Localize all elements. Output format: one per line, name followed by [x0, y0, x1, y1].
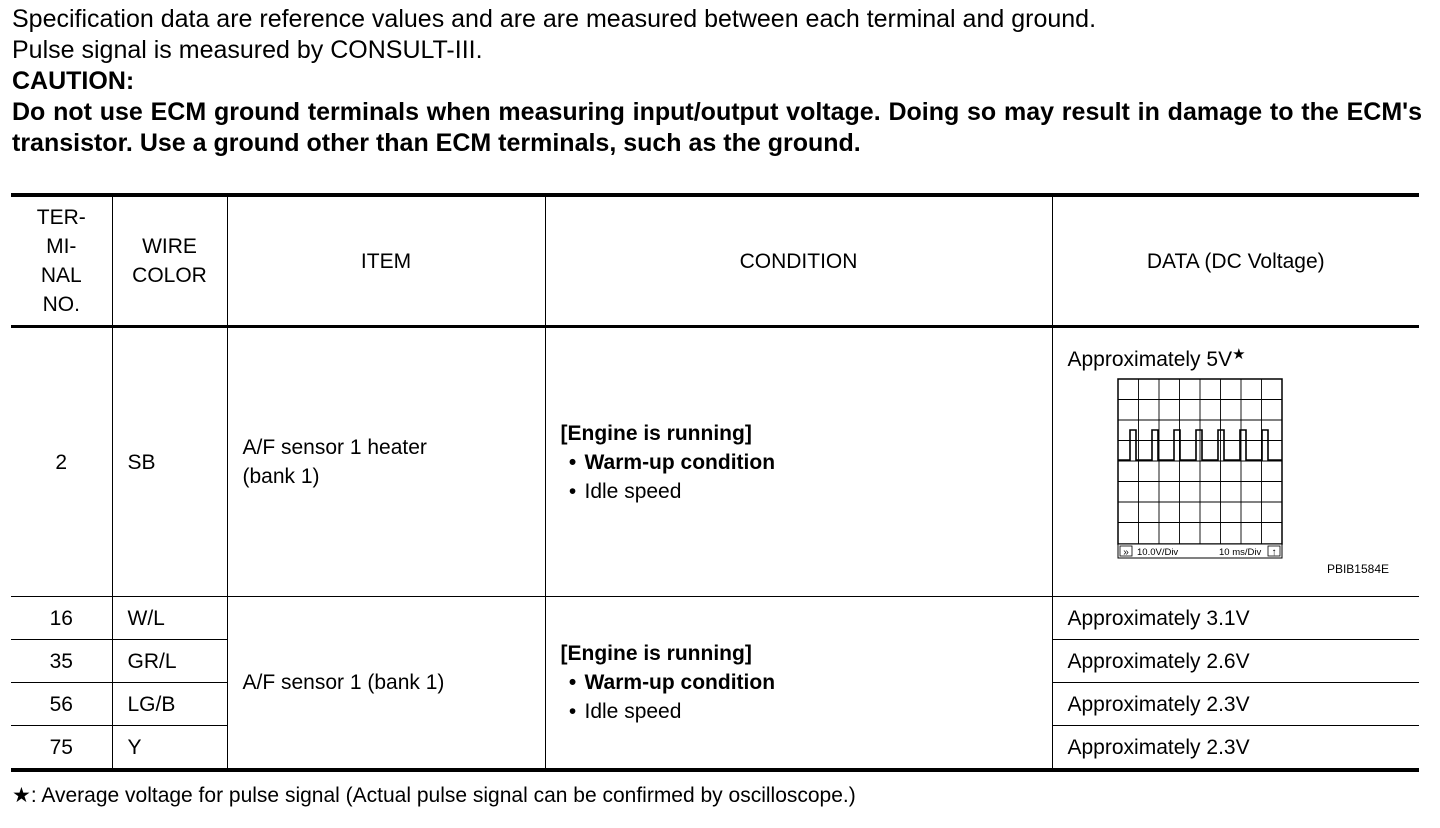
caution-label: CAUTION: [12, 67, 135, 95]
caution-text: Do not use ECM ground terminals when measuring input/output voltage. Doing so may result in damage to the ECM's transistor. Use a ground other than ECM terminals, such as the ground. [12, 98, 1422, 157]
wire-color-cell: Y [112, 726, 227, 771]
table-header-row [11, 195, 1419, 327]
star-icon: ★ [12, 784, 31, 807]
data-cell: Approximately 2.3V [1052, 683, 1419, 726]
table-row [11, 597, 1419, 640]
scope-volt-label: 10.0V/Div [1136, 547, 1178, 558]
table-row [11, 327, 1419, 597]
wire-color-cell: SB [112, 327, 227, 597]
star-icon: ★ [1232, 346, 1246, 363]
header-condition: CONDITION [545, 195, 1052, 327]
condition-heading: [Engine is running] [560, 421, 752, 445]
item-cell: A/F sensor 1 (bank 1) [227, 597, 545, 771]
scope-right-icon: ↑ [1271, 547, 1276, 558]
header-data: DATA (DC Voltage) [1052, 195, 1419, 327]
figure-code: PBIB1584E [1326, 562, 1389, 576]
item-cell: A/F sensor 1 heater (bank 1) [227, 327, 545, 597]
bullet-icon: • [568, 700, 577, 723]
scope-left-icon: » [1122, 547, 1129, 558]
data-value: Approximately 5V★ [1067, 346, 1246, 371]
header-item: ITEM [227, 195, 545, 327]
terminal-cell: 56 [11, 683, 112, 726]
condition-cell [545, 327, 1052, 597]
scope-time-label: 10 ms/Div [1218, 547, 1261, 558]
terminal-cell: 2 [11, 327, 112, 597]
footnote-text: : Average voltage for pulse signal (Actual pulse signal can be confirmed by oscilloscope.) [30, 784, 856, 807]
header-wire-color: WIRE COLOR [112, 195, 227, 327]
terminal-cell: 16 [11, 597, 112, 640]
wire-color-cell: LG/B [112, 683, 227, 726]
ecm-terminal-table [11, 193, 1419, 772]
oscilloscope-figure [1117, 378, 1283, 560]
data-cell: Approximately 3.1V [1052, 597, 1419, 640]
bullet-icon: • [568, 450, 577, 474]
terminal-cell: 35 [11, 640, 112, 683]
wire-color-cell: GR/L [112, 640, 227, 683]
footnote [12, 783, 856, 808]
condition-bullet: • Warm-up condition [561, 448, 1052, 477]
condition-heading: [Engine is running] [560, 642, 752, 665]
condition-bullet: • Warm-up condition [561, 668, 1052, 697]
data-cell [1052, 327, 1419, 597]
intro-text [12, 4, 1422, 159]
wire-color-cell: W/L [112, 597, 227, 640]
condition-cell [545, 597, 1052, 771]
header-terminal-no: TER- MI- NAL NO. [11, 195, 112, 327]
spec-note-line: Specification data are reference values and are are measured between each terminal and ground. [12, 5, 1097, 33]
condition-bullet: • Idle speed [561, 697, 1052, 726]
condition-bullet: • Idle speed [561, 477, 1052, 506]
data-cell: Approximately 2.3V [1052, 726, 1419, 771]
pulse-note-line: Pulse signal is measured by CONSULT-III. [12, 36, 483, 64]
terminal-cell: 75 [11, 726, 112, 771]
data-cell: Approximately 2.6V [1052, 640, 1419, 683]
bullet-icon: • [568, 671, 577, 694]
bullet-icon: • [568, 479, 577, 503]
